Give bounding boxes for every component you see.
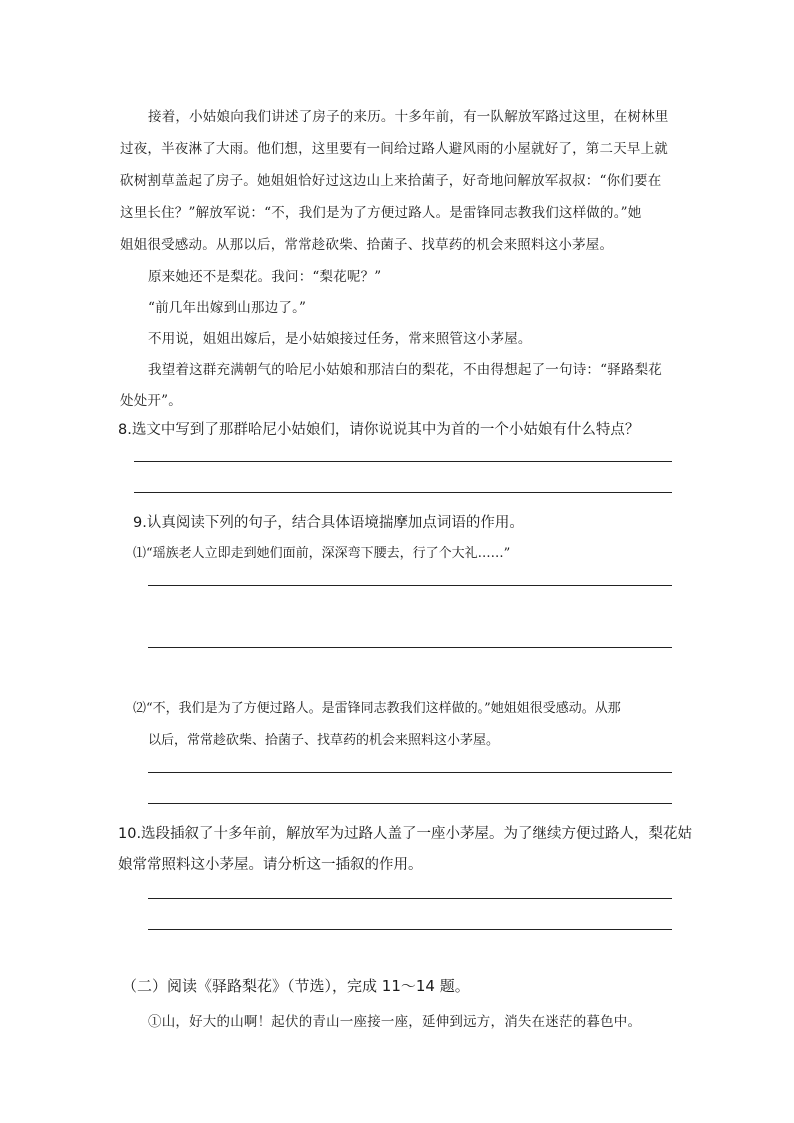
question-9-sub-2-line-2: 以后，常常趁砍柴、拾菌子、找草药的机会来照料这小茅屋。: [148, 733, 500, 748]
passage-line-5: 姐姐很受感动。从那以后，常常趁砍柴、拾菌子、找草药的机会来照料这小茅屋。: [120, 237, 614, 253]
question-10-line-1: 10.选段插叙了十多年前，解放军为过路人盖了一座小茅屋。为了继续方便过路人，梨花姑: [118, 826, 693, 842]
answer-line-q9-1b[interactable]: [148, 647, 672, 648]
section-2-paragraph-1: ①山，好大的山啊！起伏的青山一座接一座，延伸到远方，消失在迷茫的暮色中。: [148, 1014, 642, 1030]
section-2-heading: （二）阅读《驿路梨花》（节选），完成 11～14 题。: [122, 977, 470, 995]
answer-line-q8-2[interactable]: [134, 492, 672, 493]
passage-line-6: 原来她还不是梨花。我问：“梨花呢？”: [148, 269, 382, 285]
answer-line-q9-2b[interactable]: [148, 803, 672, 804]
passage-line-8: 不用说，姐姐出嫁后，是小姑娘接过任务，常来照管这小茅屋。: [148, 331, 532, 347]
answer-line-q10-1[interactable]: [148, 898, 672, 899]
answer-line-q9-1a[interactable]: [148, 585, 672, 586]
question-9: 9.认真阅读下列的句子，结合具体语境揣摩加点词语的作用。: [133, 515, 524, 531]
answer-line-q10-2[interactable]: [148, 929, 672, 930]
passage-line-10: 处处开”。: [120, 393, 182, 409]
question-8: 8.选文中写到了那群哈尼小姑娘们，请你说说其中为首的一个小姑娘有什么特点？: [118, 422, 640, 438]
passage-line-4: 这里长住？”解放军说：“不，我们是为了方便过路人。是雷锋同志教我们这样做的。”她: [120, 205, 642, 221]
passage-line-3: 砍树割草盖起了房子。她姐姐恰好过这边山上来拾菌子，好奇地问解放军叔叔：“你们要在: [120, 173, 662, 189]
passage-line-2: 过夜，半夜淋了大雨。他们想，这里要有一间给过路人避风雨的小屋就好了，第二天早上就: [120, 141, 668, 157]
question-9-sub-1: ⑴“瑶族老人立即走到她们面前，深深弯下腰去，行了个大礼……”: [133, 546, 511, 561]
passage-line-7: “前几年出嫁到山那边了。”: [148, 300, 307, 316]
answer-line-q8-1[interactable]: [134, 461, 672, 462]
question-10-line-2: 娘常常照料这小茅屋。请分析这一插叙的作用。: [118, 857, 423, 873]
question-9-sub-2-line-1: ⑵“不，我们是为了方便过路人。是雷锋同志教我们这样做的。”她姐姐很受感动。从那: [133, 701, 621, 716]
passage-line-1: 接着，小姑娘向我们讲述了房子的来历。十多年前，有一队解放军路过这里，在树林里: [148, 109, 669, 125]
answer-line-q9-2a[interactable]: [148, 772, 672, 773]
passage-line-9: 我望着这群充满朝气的哈尼小姑娘和那洁白的梨花，不由得想起了一句诗：“驿路梨花: [148, 362, 663, 378]
